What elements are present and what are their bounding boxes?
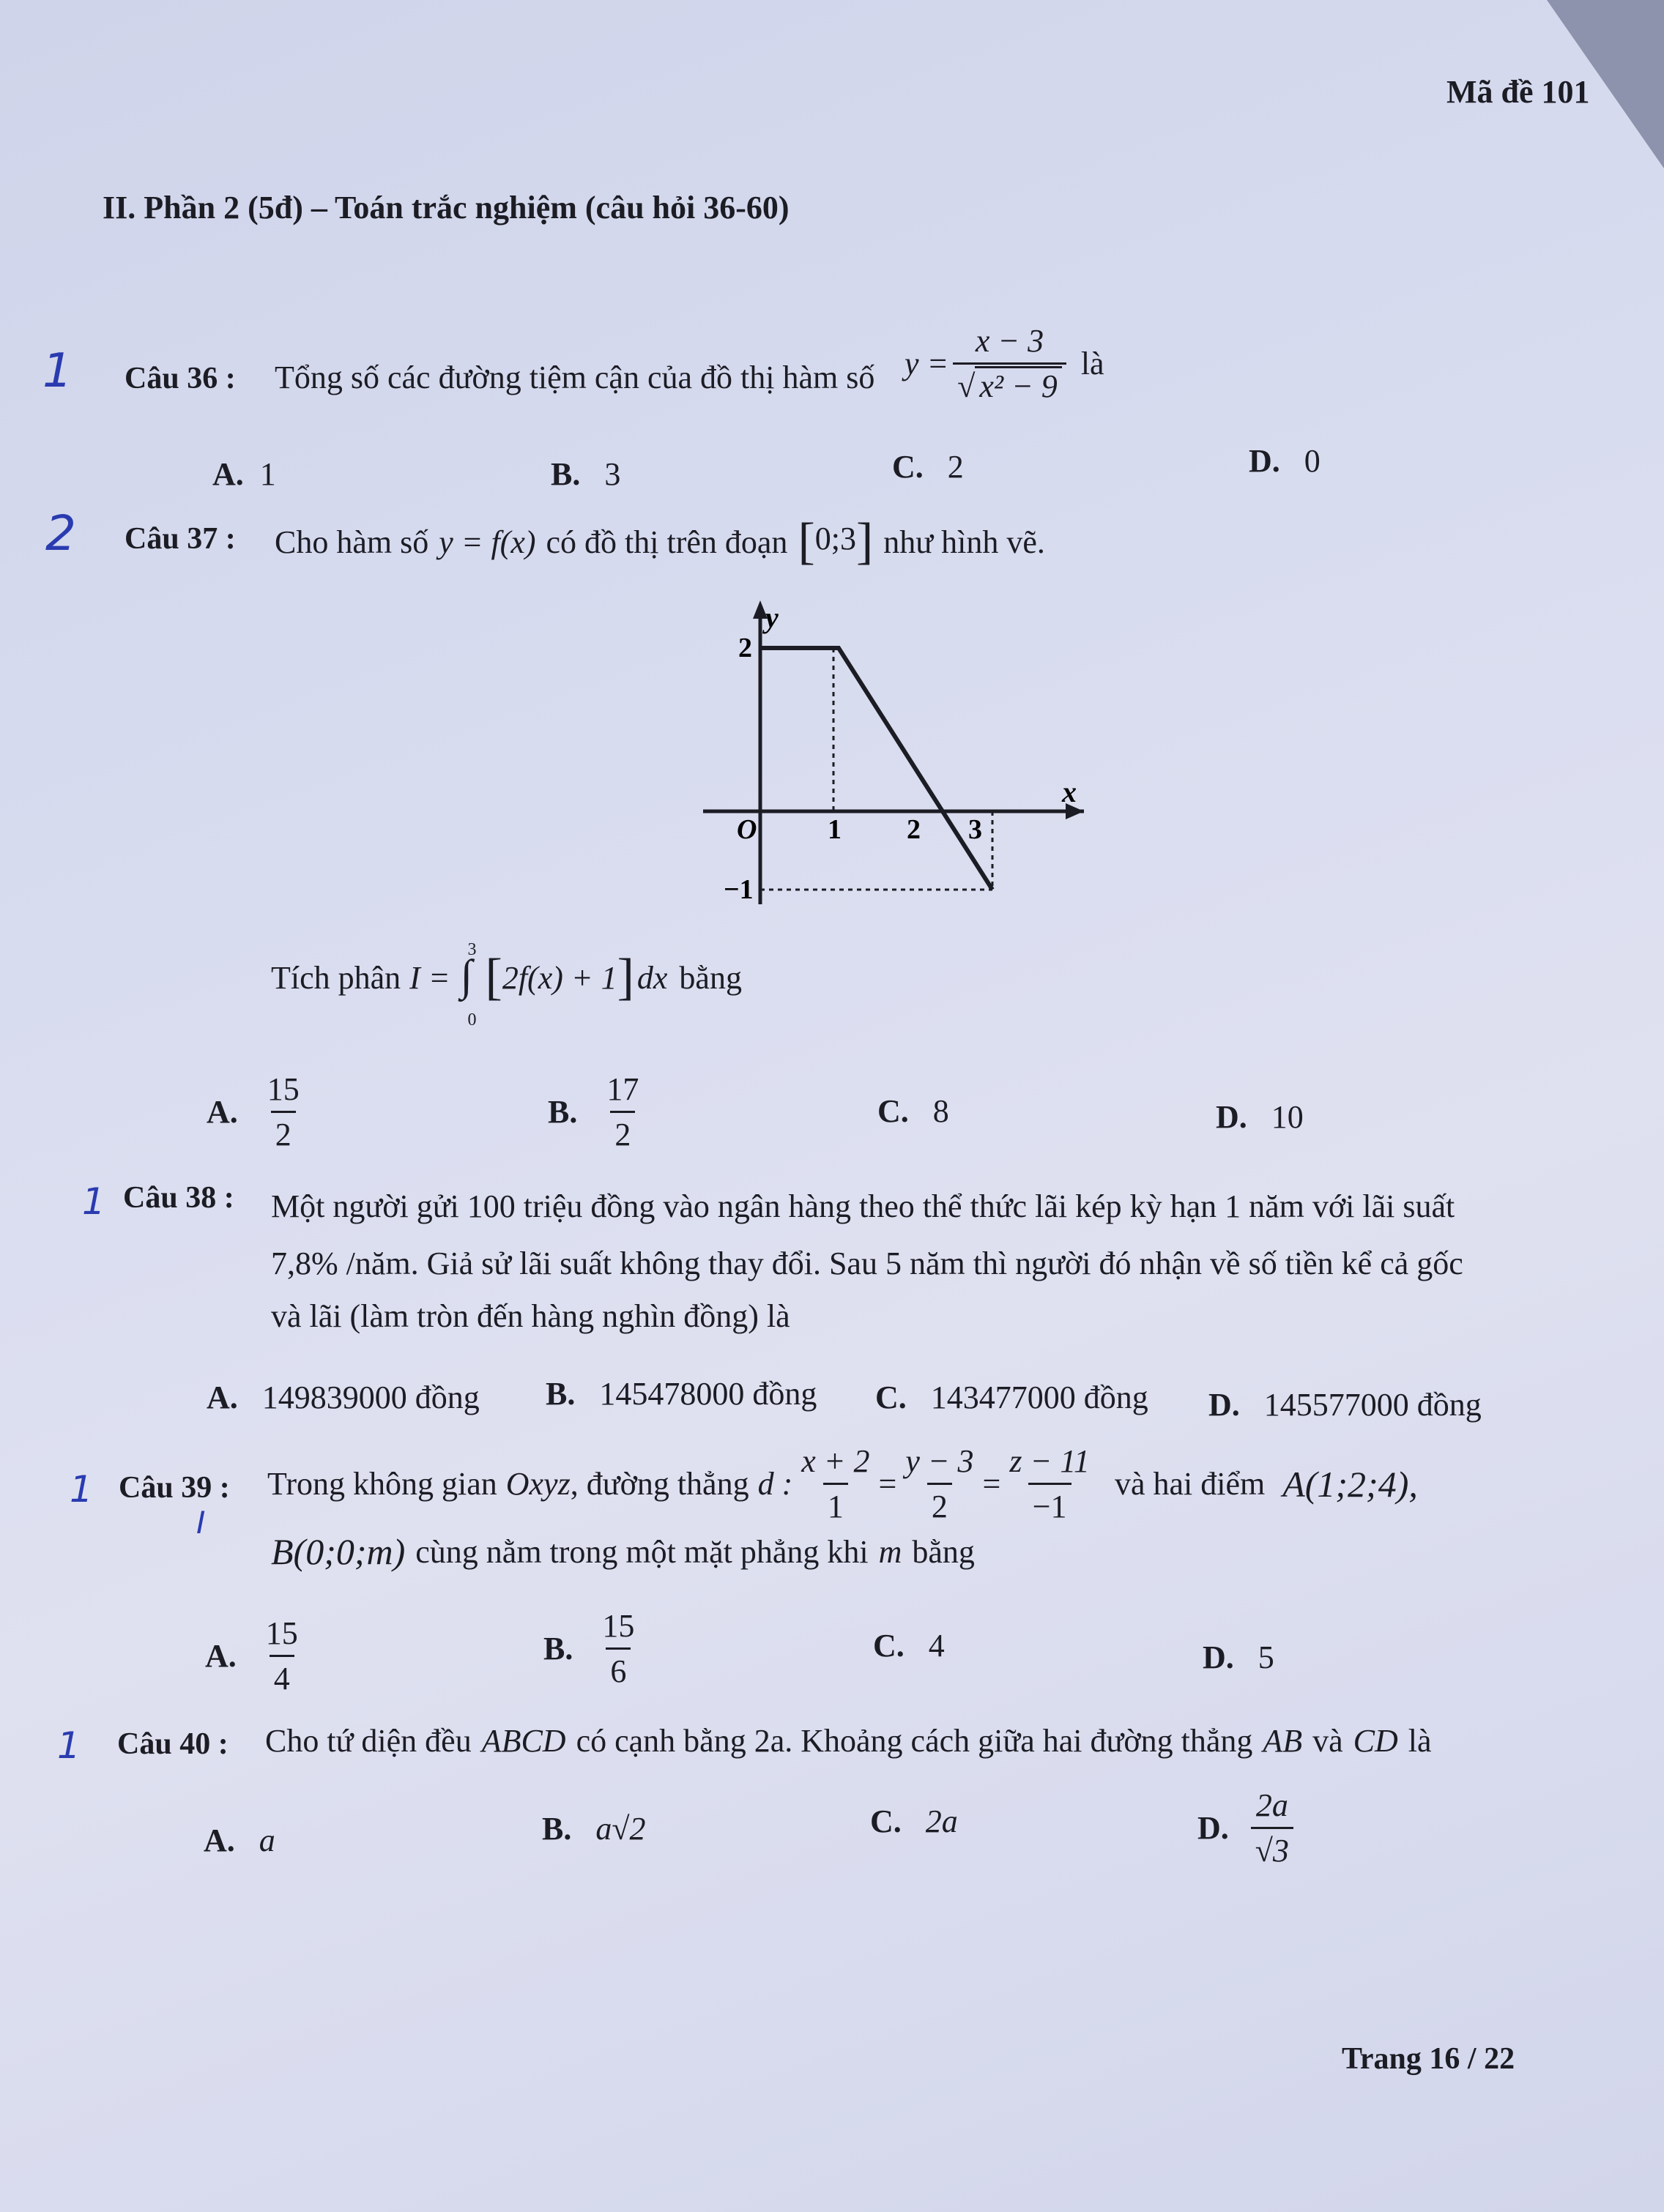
integral-lower: 0 [467, 1010, 477, 1029]
q39-line2-text: cùng nằm trong một mặt phẳng khi [415, 1533, 869, 1570]
q38-line2: 7,8% /năm. Giả sử lãi suất không thay đổi. Sau 5 năm thì người đó nhận về số tiền kể cả gốc [271, 1245, 1463, 1281]
integral-dx: dx [636, 959, 668, 996]
q37-option-c: C. 8 [877, 1093, 949, 1129]
tick-y-2: 2 [738, 633, 752, 663]
y-axis-label: y [765, 601, 779, 634]
q40-tail: là [1408, 1723, 1432, 1759]
question-40-label: Câu 40 : [117, 1727, 229, 1761]
q39-tail: bằng [912, 1533, 975, 1570]
q40-text-mid: có cạnh bằng 2a. Khoảng cách giữa hai đường thẳng [576, 1723, 1253, 1759]
q38-option-b: B. 145478000 đồng [546, 1376, 817, 1412]
q40-option-b: B. a√2 [542, 1811, 646, 1847]
q39-frac-z: $\frac{z - 11}{-1}$ [1009, 1443, 1090, 1524]
q39-frac-y: $\frac{y - 3}{2}$ [905, 1443, 974, 1524]
tick-y-neg1: −1 [724, 874, 754, 905]
q39-space: Oxyz [505, 1466, 571, 1502]
handwritten-mark-40: 1 [57, 1724, 81, 1767]
integral-lhs: I = [409, 959, 450, 996]
exam-code: Mã đề 101 [1446, 74, 1590, 110]
question-38-label: Câu 38 : [123, 1181, 234, 1215]
formula-numerator: x − 3 [975, 323, 1044, 359]
q37-text-post: như hình vẽ. [883, 524, 1045, 560]
q39-text-pre: Trong không gian [267, 1466, 497, 1502]
q39-text-and: và hai điểm [1114, 1466, 1266, 1502]
formula-sqrt-body: x² − 9 [975, 366, 1061, 404]
q36-option-a: A. 1 [212, 456, 276, 492]
q37-text-mid: có đồ thị trên đoạn [546, 524, 788, 560]
q40-and: và [1312, 1723, 1343, 1759]
handwritten-mark-39-extra: I [196, 1505, 206, 1541]
function-curve [760, 648, 992, 890]
q39-d: d : [757, 1466, 793, 1502]
q40-abcd: ABCD [481, 1723, 566, 1759]
integral-upper: 3 [467, 940, 477, 959]
q39-line2 [271, 1530, 975, 1573]
question-37-text [275, 513, 1045, 571]
handwritten-mark-39: 1 [70, 1468, 93, 1511]
question-36-label: Câu 36 : [125, 362, 236, 395]
question-37-label: Câu 37 : [125, 522, 236, 556]
question-39-label: Câu 39 : [119, 1471, 230, 1505]
q37-text-pre: Cho hàm số [275, 524, 429, 560]
q36-option-d: D. 0 [1249, 443, 1321, 479]
q39-point-b: B(0;0;m) [271, 1531, 406, 1572]
q40-text [265, 1722, 1432, 1759]
q39-option-c: C. 4 [873, 1628, 945, 1664]
q39-option-d: D. 5 [1203, 1639, 1274, 1675]
handwritten-mark-36: 1 [42, 344, 73, 398]
q39-line1: Trong không gian Oxyz , đường thẳng d : $\frac{x + 2}{1}$ = $\frac{y - 3}{2}$ = $\frac{z - 11}{-1}$ và hai điểm A(1;2;4), [267, 1443, 1418, 1524]
tick-x-2: 2 [907, 814, 921, 845]
integral-sign: 3 ∫ 0 [460, 940, 477, 1029]
q37-integral: Tích phân I = 3 ∫ 0 [ 2f(x) + 1 ] dx bằng [271, 940, 742, 1029]
q40-option-c: C. 2a [870, 1803, 958, 1839]
q40-cd: CD [1353, 1723, 1398, 1759]
q37-interval: [0;3] [798, 513, 874, 570]
q39-text-mid: , đường thẳng [570, 1466, 749, 1502]
q39-m: m [878, 1533, 902, 1570]
q38-option-d: D. 145577000 đồng [1208, 1387, 1482, 1423]
integral-tail: bằng [679, 959, 742, 996]
q37-option-d: D. 10 [1216, 1099, 1304, 1135]
q40-option-d: D. $\frac{2a}{√3}$ [1197, 1787, 1298, 1869]
formula-denominator: √ x² − 9 [953, 362, 1066, 405]
q36-option-b: B. 3 [551, 456, 621, 492]
page-number: Trang 16 / 22 [1342, 2042, 1515, 2076]
tick-x-1: 1 [828, 814, 842, 845]
integral-body: 2f(x) + 1 [502, 959, 617, 996]
x-axis-label: x [1062, 775, 1077, 808]
formula-tail: là [1080, 346, 1104, 381]
q37-option-b: B. $\frac{17}{2}$ [548, 1071, 639, 1152]
q37-function: y = f(x) [439, 524, 536, 560]
integral-prefix: Tích phân [271, 959, 401, 996]
question-36-text: Tổng số các đường tiệm cận của đồ thị hàm số [275, 360, 875, 395]
q37-graph [696, 597, 1091, 919]
q39-point-a: A(1;2;4), [1282, 1463, 1418, 1505]
origin-label: O [737, 814, 757, 845]
q40-option-a: A. a [204, 1822, 275, 1858]
q36-option-c: C. 2 [892, 449, 964, 485]
tick-x-3: 3 [968, 814, 982, 845]
handwritten-mark-37: 2 [45, 505, 76, 562]
q37-option-a: A. $\frac{15}{2}$ [207, 1071, 300, 1152]
formula-fraction [953, 322, 1066, 405]
q38-line3: và lãi (làm tròn đến hàng nghìn đồng) là [271, 1298, 790, 1334]
q40-text-pre: Cho tứ diện đều [265, 1723, 472, 1759]
question-36-formula [905, 322, 1104, 405]
q38-option-c: C. 143477000 đồng [875, 1379, 1148, 1415]
q38-line1: Một người gửi 100 triệu đồng vào ngân hàng theo thể thức lãi kép kỳ hạn 1 năm với lãi suất [271, 1188, 1455, 1224]
handwritten-mark-38: 1 [82, 1180, 105, 1223]
q40-ab: AB [1263, 1723, 1303, 1759]
q38-option-a: A. 149839000 đồng [207, 1379, 480, 1415]
q39-frac-x: $\frac{x + 2}{1}$ [801, 1443, 870, 1524]
section-title: II. Phần 2 (5đ) – Toán trắc nghiệm (câu hỏi 36-60) [103, 190, 790, 226]
formula-lhs: y = [905, 346, 949, 381]
q39-option-b: B. $\frac{15}{6}$ [543, 1608, 635, 1689]
q39-option-a: A. $\frac{15}{4}$ [205, 1615, 298, 1697]
